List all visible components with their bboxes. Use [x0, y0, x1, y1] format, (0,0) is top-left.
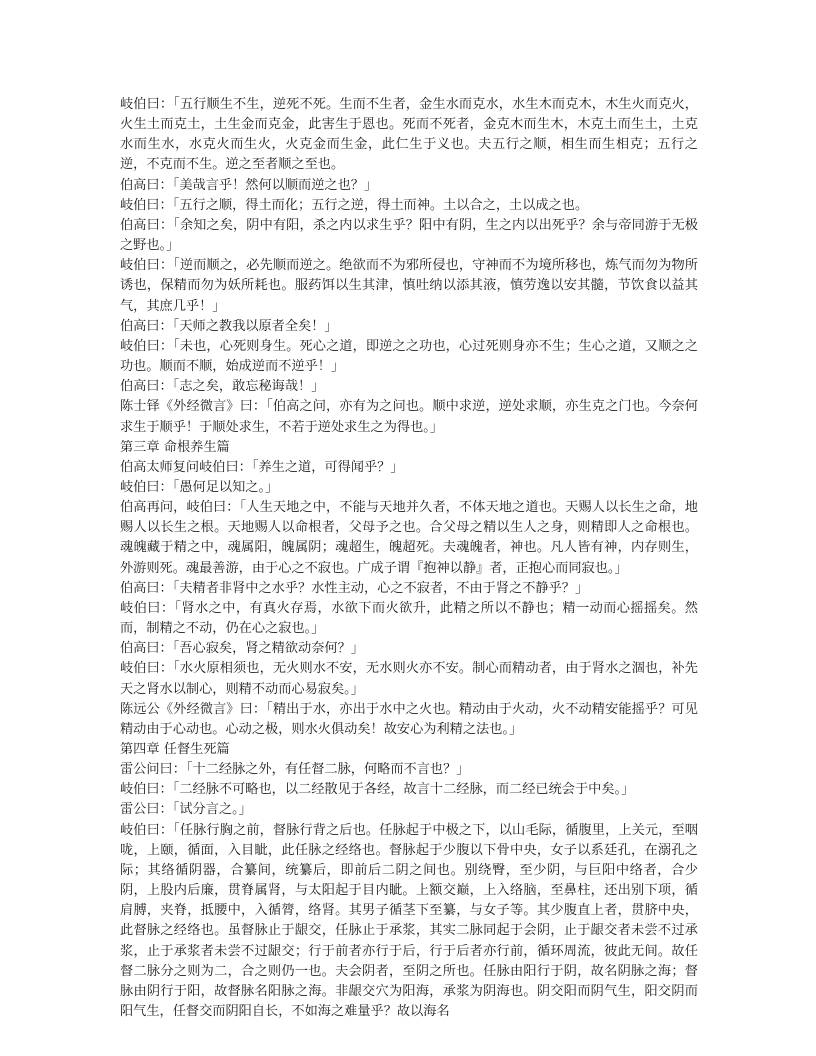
paragraph: 伯高曰：「吾心寂矣，肾之精欲动奈何？」 — [120, 641, 364, 657]
paragraph: 雷公问曰：「十二经脉之外，有任督二脉，何略而不言也？」 — [120, 762, 470, 778]
paragraph: 陈士铎《外经微言》曰：「伯高之问，亦有为之问也。顺中求逆，逆处求顺，亦生克之门也。今奈何求生于顺乎！于顺处求生，不若于逆处求生之为得也。」 — [120, 399, 698, 435]
paragraph: 岐伯曰：「五行之顺，得土而化；五行之逆，得土而神。土以合之，土以成之也。 — [120, 197, 589, 213]
paragraph: 岐伯曰：「肾水之中，有真火存焉，水欲下而火欲升，此精之所以不静也；精一动而心摇摇矣。然而，制精之不动，仍在心之寂也。」 — [120, 600, 698, 637]
paragraph: 岐伯曰：「水火原相须也，无火则水不安，无水则火亦不安。制心而精动者，由于肾水之涸也，补先天之肾水以制心，则精不动而心易寂矣。」 — [120, 661, 698, 697]
paragraph: 岐伯曰：「逆而顺之，必先顺而逆之。绝欲而不为邪所侵也，守神而不为境所移也，炼气而勿为物所诱也，保精而勿为妖所耗也。服药饵以生其津，慎吐纳以添其液，慎劳逸以安其髓，节饮食以益其气，其庶几乎！」 — [120, 258, 698, 314]
paragraph: 岐伯曰：「任脉行胸之前，督脉行背之后也。任脉起于中极之下，以山毛际，循腹里，上关元，至咽咙，上颐，循面，入目眦，此任脉之经络也。督脉起于少腹以下骨中央，女子以系廷孔，在溺孔之际；其络循阴器，合纂间，统纂后，即前后二阴之间也。别绕臀，至少阴，与巨阳中络者，合少阴，上股内后廉，贯脊属肾，与太阳起于目内眦。上额交巅，上入络脑，至鼻柱，还出别下项，循肩膊，夹脊，抵腰中，入循膂，络肾。其男子循茎下至纂，与女子等。其少腹直上者，贯脐中央，此督脉之经络也。虽督脉止于龈交，任脉止于承浆，其实二脉同起于会阴，止于龈交者未尝不过承浆，止于承浆者未尝不过龈交；行于前者亦行于后，行于后者亦行前，循环周流，彼此无间。故任督二脉分之则为二，合之则仍一也。夫会阴者，至阴之所也。任脉由阳行于阴，故名阴脉之海；督脉由阴行于阳，故督脉名阳脉之海。非龈交穴为阳海，承浆为阴海也。阴交阳而阴气生，阳交阴而阳气生，任督交而阴阳自长，不如海之难量乎？故以海名 — [120, 822, 698, 1020]
paragraph: 岐伯曰：「五行顺生不生，逆死不死。生而不生者，金生水而克水，水生木而克木，木生火而克火，火生土而克土，土生金而克金，此害生于恩也。死而不死者，金克木而生木，木克土而生土，土克水而生水，水克火而生火，火克金而生金，此仁生于义也。夫五行之顺，相生而生相克；五行之逆，不克而不生。逆之至者顺之至也。 — [120, 97, 698, 173]
paragraph: 雷公曰：「试分言之。」 — [120, 802, 252, 818]
paragraph: 伯高太师复问岐伯曰：「养生之道，可得闻乎？」 — [120, 459, 404, 475]
chapter-heading: 第三章 命根养生篇 — [120, 439, 230, 455]
paragraph: 陈远公《外经微言》曰：「精出于水，亦出于水中之火也。精动由于火动，火不动精安能摇乎？可见精动由于心动也。心动之极，则水火俱动矣！故安心为利精之法也。」 — [120, 701, 698, 737]
paragraph: 伯高曰：「余知之矣，阴中有阳，杀之内以求生乎？阳中有阴，生之内以出死乎？余与帝同游于无极之野也。」 — [120, 217, 698, 254]
paragraph: 岐伯曰：「愚何足以知之。」 — [120, 479, 279, 495]
paragraph: 伯高曰：「志之矣，敢忘秘诲哉！」 — [120, 379, 325, 395]
paragraph: 伯高曰：「夫精者非肾中之水乎？水性主动，心之不寂者，不由于肾之不静乎？」 — [120, 580, 589, 596]
paragraph: 岐伯曰：「二经脉不可略也，以二经散见于各经，故言十二经脉，而二经已统会于中矣。」 — [120, 782, 635, 798]
paragraph: 伯高曰：「美哉言乎！然何以顺而逆之也？」 — [120, 177, 378, 193]
paragraph: 伯高再问，岐伯曰：「人生天地之中，不能与天地并久者，不体天地之道也。天赐人以长生之命，地赐人以长生之根。天地赐人以命根者，父母予之也。合父母之精以生人之身，则精即人之命根也。魂魄藏于精之中，魂属阳，魄属阴；魂超生，魄超死。夫魂魄者，神也。凡人皆有神，内存则生，外游则死。魂最善游，由于心之不寂也。广成子谓『抱神以静』者，正抱心而同寂也。」 — [120, 500, 698, 576]
document-page — [120, 95, 698, 1022]
paragraph: 伯高曰：「天师之教我以原者全矣！」 — [120, 318, 338, 334]
paragraph: 岐伯曰：「未也，心死则身生。死心之道，即逆之之功也，心过死则身亦不生；生心之道，又顺之之功也。顺而不顺，始成逆而不逆乎！」 — [120, 338, 698, 375]
chapter-heading: 第四章 任督生死篇 — [120, 742, 230, 757]
